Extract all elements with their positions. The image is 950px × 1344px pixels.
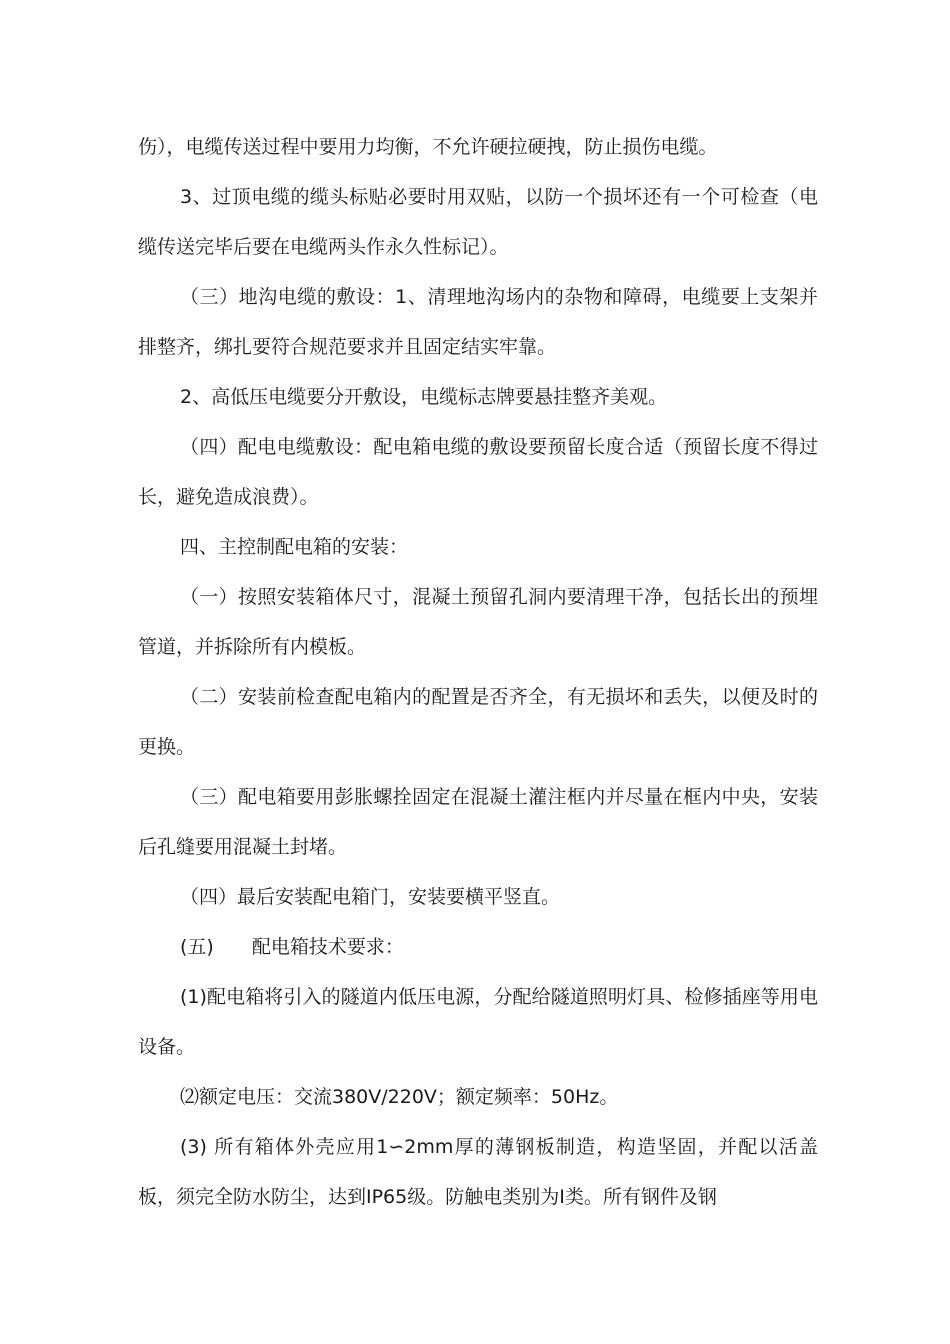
document-body: [138, 122, 818, 1222]
paragraph-distribution-cable: （四）配电电缆敷设：配电箱电缆的敷设要预留长度合适（预留长度不得过长，避免造成浪费）。: [138, 436, 818, 508]
paragraph-box-door: （四）最后安装配电箱门，安装要横平竖直。: [180, 886, 561, 908]
paragraph-requirement-2: ⑵额定电压：交流380V/220V；额定频率：50Hz。: [180, 1086, 619, 1108]
paragraph-cable-transfer-end: 伤），电缆传送过程中要用力均衡，不允许硬拉硬拽，防止损伤电缆。: [138, 136, 718, 158]
paragraph-trench-cable: （三）地沟电缆的敷设：1、清理地沟场内的杂物和障碍，电缆要上支架并排整齐，绑扎要符合规范要求并且固定结实牢靠。: [138, 286, 818, 358]
paragraph-cable-label: 3、过顶电缆的缆头标贴必要时用双贴，以防一个损坏还有一个可检查（电缆传送完毕后要在电缆两头作永久性标记）。: [138, 186, 818, 258]
paragraph-box-size: （一）按照安装箱体尺寸，混凝土预留孔洞内要清理干净，包括长出的预埋管道，并拆除所有内模板。: [138, 586, 818, 658]
paragraph-expansion-bolt: （三）配电箱要用彭胀螺拴固定在混凝土灌注框内并尽量在框内中央，安装后孔缝要用混凝土封堵。: [138, 786, 818, 858]
paragraph-high-low-voltage: 2、高低压电缆要分开敷设，电缆标志牌要悬挂整齐美观。: [180, 386, 668, 408]
paragraph-requirement-1: (1)配电箱将引入的隧道内低压电源，分配给隧道照明灯具、检修插座等用电设备。: [138, 986, 818, 1058]
paragraph-requirement-3: (3) 所有箱体外壳应用1∽2mm厚的薄钢板制造，构造坚固，并配以活盖板，须完全防水防尘，达到IP65级。防触电类别为Ⅰ类。所有钢件及钢: [138, 1136, 818, 1208]
section-heading-main-box: 四、主控制配电箱的安装：: [180, 536, 409, 558]
subheading-tech-requirements: (五) 配电箱技术要求：: [180, 936, 404, 958]
paragraph-pre-install-check: （二）安装前检查配电箱内的配置是否齐全，有无损坏和丢失，以便及时的更换。: [138, 686, 818, 758]
